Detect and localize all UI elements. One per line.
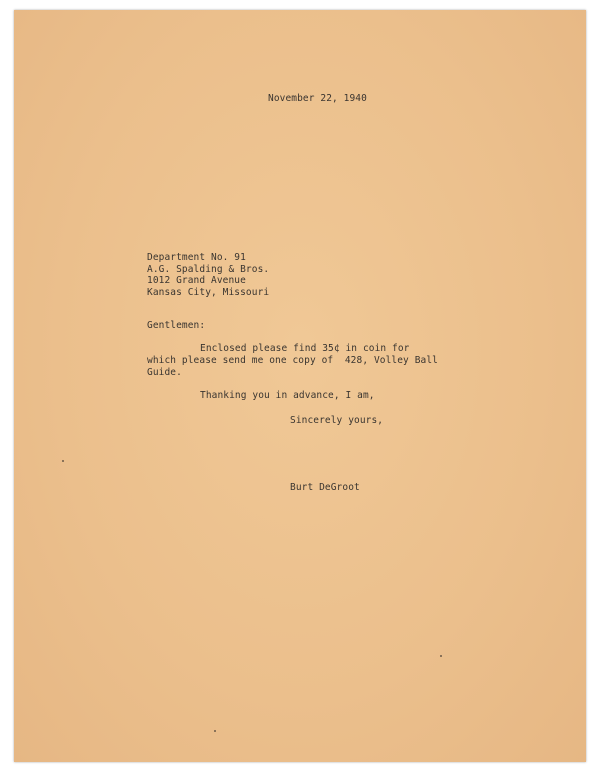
recipient-address — [147, 252, 269, 298]
salutation: Gentlemen: — [147, 320, 206, 331]
address-line: A.G. Spalding & Bros. — [147, 263, 270, 275]
letter-page — [14, 10, 586, 762]
address-line: 1012 Grand Avenue — [147, 275, 246, 286]
thanks-line: Thanking you in advance, I am, — [200, 390, 375, 401]
address-line: Department No. 91 — [147, 252, 246, 263]
body-line: Enclosed please find 35¢ in coin for — [200, 343, 410, 354]
letter-date: November 22, 1940 — [268, 93, 367, 104]
paper-speck — [440, 655, 442, 657]
paper-speck — [214, 730, 216, 732]
body-line: which please send me one copy of 428, Volley Ball — [147, 355, 438, 366]
paper-speck — [62, 460, 64, 462]
signature-name: Burt DeGroot — [290, 482, 360, 493]
complimentary-closing: Sincerely yours, — [290, 415, 384, 426]
address-line: Kansas City, Missouri — [147, 286, 270, 298]
body-line: Guide. — [147, 367, 182, 378]
